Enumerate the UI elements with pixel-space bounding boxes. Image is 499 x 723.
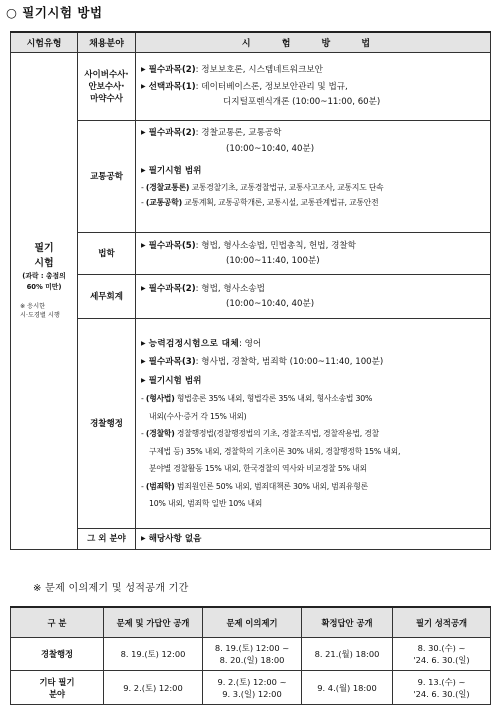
sched-objection-start: 8. 19.(토) 12:00 ~ (214, 643, 290, 653)
scope-text: 형법총론 35% 내외, 형법각론 35% 내외, 형사소송법 30% (174, 394, 373, 403)
scope-text: 내외(수사·증거 각 15% 내외) (149, 411, 247, 421)
table-header-row (11, 32, 491, 53)
scope-subject: (교통공학) (145, 198, 182, 207)
sched-header-objection: 문제 이의제기 (203, 607, 302, 638)
scope-label: 필기시험 범위 (148, 375, 202, 386)
field-others (78, 529, 136, 550)
scope-subject: (범죄학) (145, 481, 175, 491)
scope-subject: (경찰학) (145, 429, 175, 438)
method-police-admin (136, 319, 491, 529)
bullet-icon: ▶ (141, 241, 146, 249)
sched-scores (393, 671, 491, 705)
bullet-icon: ▶ (141, 129, 146, 136)
sched-category: 경찰행정 (11, 638, 104, 671)
subject-label: 필수과목(5) (148, 240, 196, 251)
sched-objection-end: 8. 20.(일) 18:00 (219, 655, 285, 665)
table-row (11, 275, 491, 319)
sched-category-line: 분야 (48, 688, 66, 699)
method-traffic (136, 121, 491, 233)
sched-final: 8. 21.(월) 18:00 (302, 638, 393, 671)
sched-answer-release: 9. 2.(토) 12:00 (104, 671, 203, 705)
field-text: 사이버수사· (84, 69, 129, 80)
method-tax (136, 275, 491, 319)
bullet-icon: ▶ (141, 376, 146, 384)
bullet-icon: ▶ (141, 66, 146, 74)
field-traffic (78, 121, 136, 233)
subject-text: : 정보보호론, 시스템네트워크보안 (195, 65, 323, 76)
sched-category (11, 671, 104, 705)
sched-header-answer-release: 문제 및 가답안 공개 (104, 607, 203, 638)
category-note2-line2: 시·도경별 시행 (20, 311, 60, 319)
section-title: ○ 필기시험 방법 (6, 5, 103, 20)
subject-text: : 형법, 형사소송법, 민법총칙, 헌법, 경찰학 (195, 240, 356, 251)
table-row (11, 121, 491, 233)
sched-category-line: 기타 필기 (39, 676, 75, 687)
sched-scores-start: 8. 30.(수) ~ (417, 643, 466, 653)
header-exam-type: 시험유형 (11, 32, 78, 53)
sched-scores (393, 638, 491, 671)
sched-scores-end: '24. 6. 30.(일) (413, 655, 470, 665)
exam-category-cell (11, 53, 78, 550)
method-cyber (136, 53, 491, 121)
scope-text: 10% 내외, 범죄학 일반 10% 내외 (149, 499, 263, 508)
table-row (11, 53, 491, 121)
table-header-row (11, 607, 491, 638)
table-row (11, 233, 491, 275)
sched-objection (203, 638, 302, 671)
scope-text: 교통계획, 교통공학개론, 교통시설, 교통관계법규, 교통안전 (181, 198, 379, 207)
scope-text: 구제법 등) 35% 내외, 경찰학의 기초이론 30% 내외, 경찰행정학 15% 내외, (149, 446, 401, 456)
scope-text: 범죄원인론 50% 내외, 범죄대책론 30% 내외, 범죄유형론 (174, 481, 368, 491)
subject-text: : 경찰교통론, 교통공학 (195, 128, 282, 138)
scope-text: 교통경찰기초, 교통경찰법규, 교통사고조사, 교통지도 단속 (189, 182, 384, 192)
bullet-icon: ▶ (141, 534, 146, 542)
subject-label: 선택과목(1) (148, 81, 196, 92)
scope-text: 분야별 경찰활동 15% 내외, 한국경찰의 역사와 비교경찰 5% 내외 (149, 464, 367, 473)
bullet-icon: ▶ (141, 82, 146, 90)
subject-label: 필수과목(2) (148, 128, 196, 138)
header-method: 시 험 방 법 (136, 32, 491, 53)
scope-subject: (경찰교통론) (145, 182, 190, 192)
exam-method-table (10, 31, 491, 550)
field-law (78, 233, 136, 275)
subject-label: 해당사항 없음 (148, 533, 202, 544)
sched-scores-start: 9. 13.(수) ~ (417, 676, 466, 687)
scope-label: 필기시험 범위 (148, 166, 202, 176)
bullet-icon: ▶ (141, 339, 146, 347)
subject-label: 필수과목(3) (148, 357, 196, 367)
schedule-table (10, 606, 491, 705)
field-text: 교통공학 (90, 171, 123, 182)
field-text: 경찰행정 (90, 418, 123, 429)
table-row (11, 671, 491, 705)
time-text: (10:00~10:40, 40분) (226, 299, 315, 309)
category-note2-line1: ※ 응시한 (20, 302, 46, 310)
method-law (136, 233, 491, 275)
field-text: 안보수사· (88, 81, 125, 92)
field-text: 법학 (98, 248, 115, 259)
subject-label: 필수과목(2) (148, 283, 196, 294)
bullet-icon: ▶ (141, 284, 146, 292)
header-field: 채용분야 (78, 32, 136, 53)
dash: - (141, 429, 146, 438)
subject-text: : 형법, 형사소송법 (195, 283, 265, 294)
field-text: 그 외 분야 (87, 534, 126, 544)
scope-subject: (형사법) (145, 394, 175, 403)
dash: - (141, 394, 146, 403)
dash: - (141, 198, 146, 207)
bullet-icon: ▶ (141, 358, 146, 365)
sched-objection-end: 9. 3.(일) 12:00 (222, 688, 282, 699)
sched-answer-release: 8. 19.(토) 12:00 (104, 638, 203, 671)
subject-label: 필수과목(2) (148, 65, 196, 76)
scope-text: 경찰행정법(경찰행정법의 기초, 경찰조직법, 경찰작용법, 경찰 (174, 429, 380, 438)
field-tax (78, 275, 136, 319)
table-row (11, 529, 491, 550)
sched-final: 9. 4.(월) 18:00 (302, 671, 393, 705)
table-row (11, 638, 491, 671)
sched-objection-start: 9. 2.(토) 12:00 ~ (217, 676, 287, 687)
schedule-title: ※ 문제 이의제기 및 성적공개 기간 (33, 583, 189, 594)
field-text: 마약수사 (90, 93, 123, 104)
subject-label: 능력검정시험으로 대체 (148, 338, 240, 349)
category-line1: 필기 (34, 242, 54, 254)
sched-header-scores: 필기 성적공개 (393, 607, 491, 638)
subject-text: : 데이터베이스론, 정보보안관리 및 법규, (195, 81, 348, 92)
category-note: (과락 : 총점의 60% 미만) (22, 271, 66, 291)
time-text: (10:00~10:40, 40분) (226, 143, 315, 154)
field-text: 세무회계 (90, 291, 123, 302)
method-others (136, 529, 491, 550)
sched-header-final: 확정답안 공개 (302, 607, 393, 638)
field-cyber (78, 53, 136, 121)
bullet-icon: ▶ (141, 167, 146, 174)
dash: - (141, 182, 146, 192)
sched-objection (203, 671, 302, 705)
subject-text: 디지털포렌식개론 (10:00~11:00, 60분) (223, 97, 381, 108)
sched-scores-end: '24. 6. 30.(일) (413, 688, 470, 699)
sched-header-category: 구 분 (11, 607, 104, 638)
category-line2: 시험 (34, 257, 54, 269)
field-police-admin (78, 319, 136, 529)
subject-text: : 형사법, 경찰학, 범죄학 (10:00~11:40, 100분) (195, 357, 384, 367)
dash: - (141, 481, 146, 491)
table-row (11, 319, 491, 529)
time-text: (10:00~11:40, 100분) (226, 256, 320, 266)
subject-text: : 영어 (239, 338, 262, 349)
